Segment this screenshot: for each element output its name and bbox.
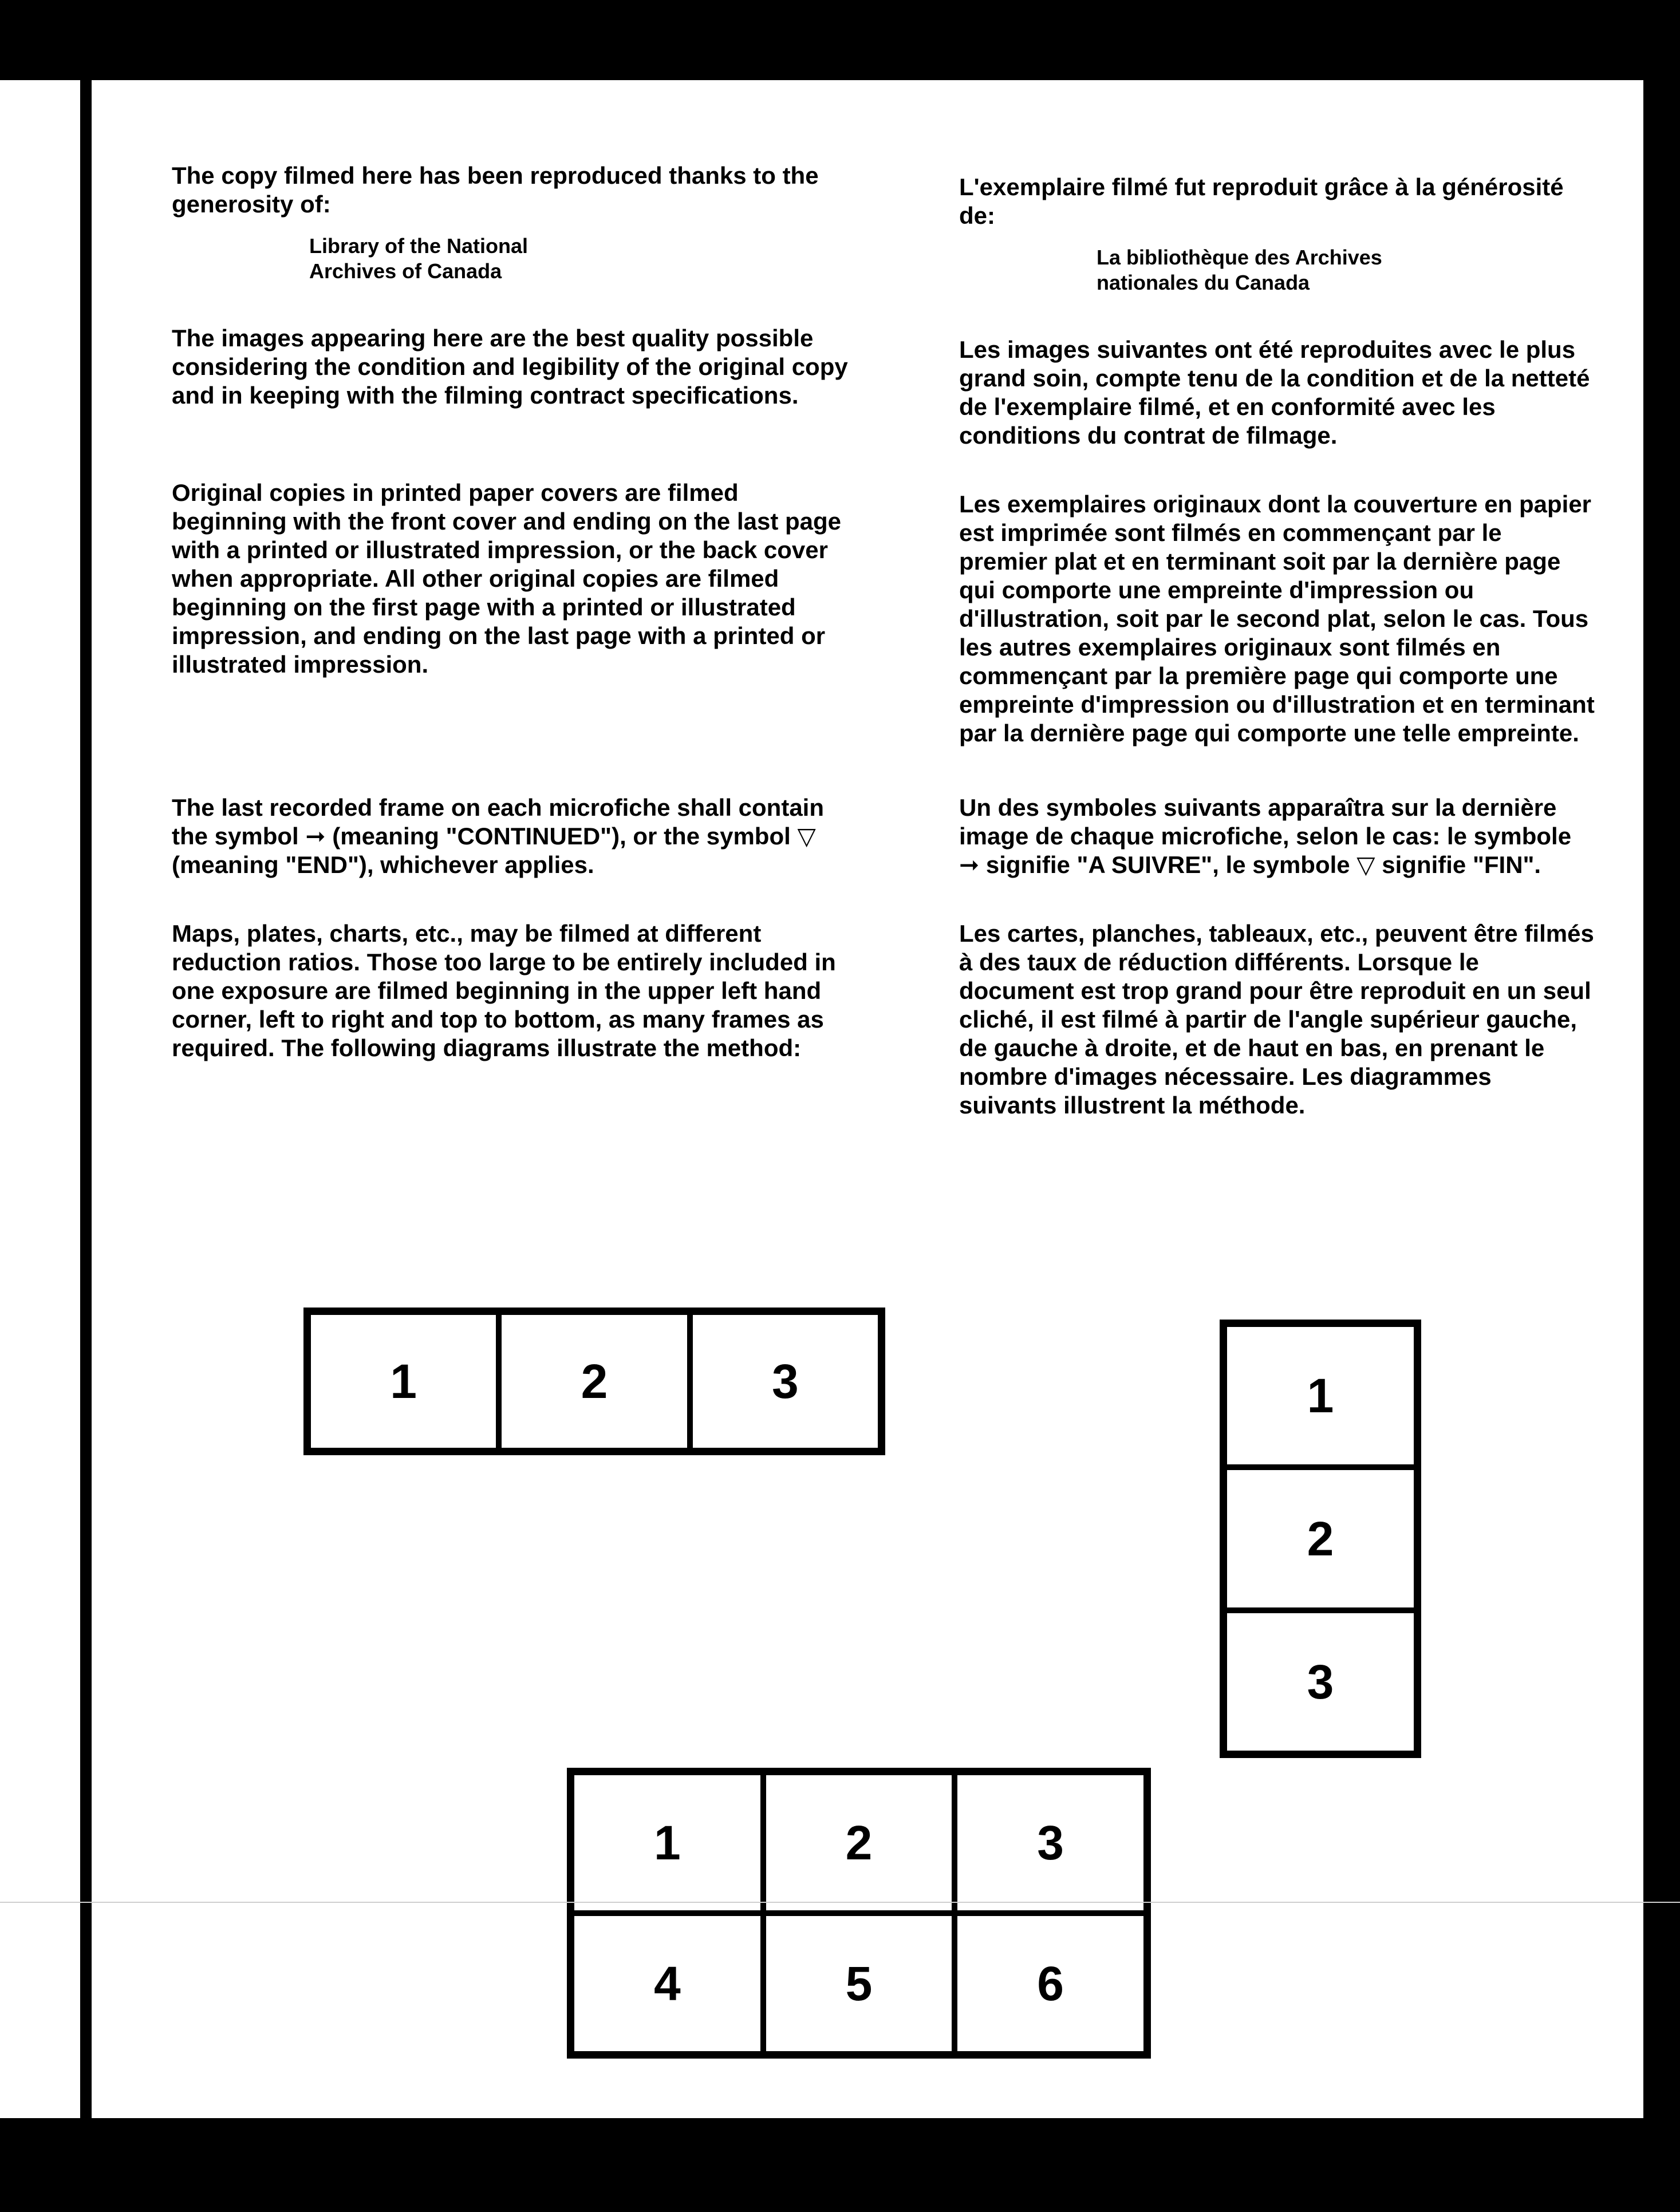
scan-line — [0, 1902, 1680, 1903]
diagram-cell: 3 — [1224, 1610, 1417, 1753]
diagram-horizontal-strip — [303, 1308, 885, 1455]
fr-intro: L'exemplaire filmé fut reproduit grâce à la générosité de: — [959, 173, 1564, 229]
en-paragraph-originals: Original copies in printed paper covers are filmed beginning with the front cover and ending on the last page with a printed or illustrated impression, or the back cover when appropriate. All other original copies are filmed beginning on the first page with a printed or illustrated impression, and ending on the last page with a printed or illustrated impression. — [172, 479, 842, 678]
french-column — [959, 173, 1595, 1120]
diagram-vertical-strip — [1220, 1320, 1421, 1758]
diagram-cell: 3 — [955, 1772, 1146, 1913]
en-library-line-2: Archives of Canada — [309, 259, 502, 283]
diagram-cell: 2 — [499, 1312, 689, 1451]
fr-library-line-2: nationales du Canada — [1097, 271, 1310, 294]
diagram-cell: 4 — [571, 1913, 763, 2054]
en-paragraph-maps: Maps, plates, charts, etc., may be filmed at different reduction ratios. Those too large to be entirely included in one exposure are filmed beginning in the upper left hand corner, left to right and top to bottom, as many frames as required. The following diagrams illustrate the method: — [172, 920, 836, 1061]
left-page-edge — [0, 80, 80, 2118]
diagram-cell: 1 — [308, 1312, 499, 1451]
document-page — [92, 80, 1643, 2118]
en-paragraph-quality: The images appearing here are the best quality possible considering the condition and legibility of the original copy and in keeping with the filming contract specifications. — [172, 325, 848, 409]
english-column — [172, 161, 859, 1062]
diagram-cell: 1 — [1224, 1324, 1417, 1467]
diagram-cell: 1 — [571, 1772, 763, 1913]
diagram-cell: 3 — [690, 1312, 881, 1451]
en-intro: The copy filmed here has been reproduced thanks to the generosity of: — [172, 162, 819, 218]
en-paragraph-symbols: The last recorded frame on each microfiche shall contain the symbol ➞ (meaning "CONTINUED"), or the symbol ▽ (meaning "END"), whichever applies. — [172, 794, 825, 878]
diagram-cell: 5 — [763, 1913, 955, 2054]
fr-paragraph-maps: Les cartes, planches, tableaux, etc., peuvent être filmés à des taux de réduction différents. Lorsque le document est trop grand pour être reproduit en un seul cliché, il est filmé à partir de l'angle supérieur gauche, de gauche à droite, et de haut en bas, en prenant le nombre d'images nécessaire. Les diagrammes suivants illustrent la méthode. — [959, 920, 1594, 1119]
diagram-cell: 2 — [1224, 1467, 1417, 1610]
fr-paragraph-quality: Les images suivantes ont été reproduites avec le plus grand soin, compte tenu de la condition et de la netteté de l'exemplaire filmé, et en conformité avec les conditions du contrat de filmage. — [959, 336, 1590, 449]
diagram-cell: 6 — [955, 1913, 1146, 2054]
fr-paragraph-originals: Les exemplaires originaux dont la couverture en papier est imprimée sont filmés en commençant par le premier plat et en terminant soit par la dernière page qui comporte une empreinte d'impression ou d'illustration, soit par le second plat, selon le cas. Tous les autres exemplaires originaux sont filmés en commençant par la première page qui comporte une empreinte d'impression ou d'illustration et en terminant par la dernière page qui comporte une telle empreinte. — [959, 491, 1595, 746]
diagram-cell: 2 — [763, 1772, 955, 1913]
en-library-line-1: Library of the National — [309, 234, 529, 258]
fr-library-line-1: La bibliothèque des Archives — [1097, 246, 1382, 269]
fr-paragraph-symbols: Un des symboles suivants apparaîtra sur la dernière image de chaque microfiche, selon le cas: le symbole ➞ signifie "A SUIVRE", le symbole ▽ signifie "FIN". — [959, 794, 1572, 878]
diagram-grid-2x3 — [567, 1768, 1151, 2059]
